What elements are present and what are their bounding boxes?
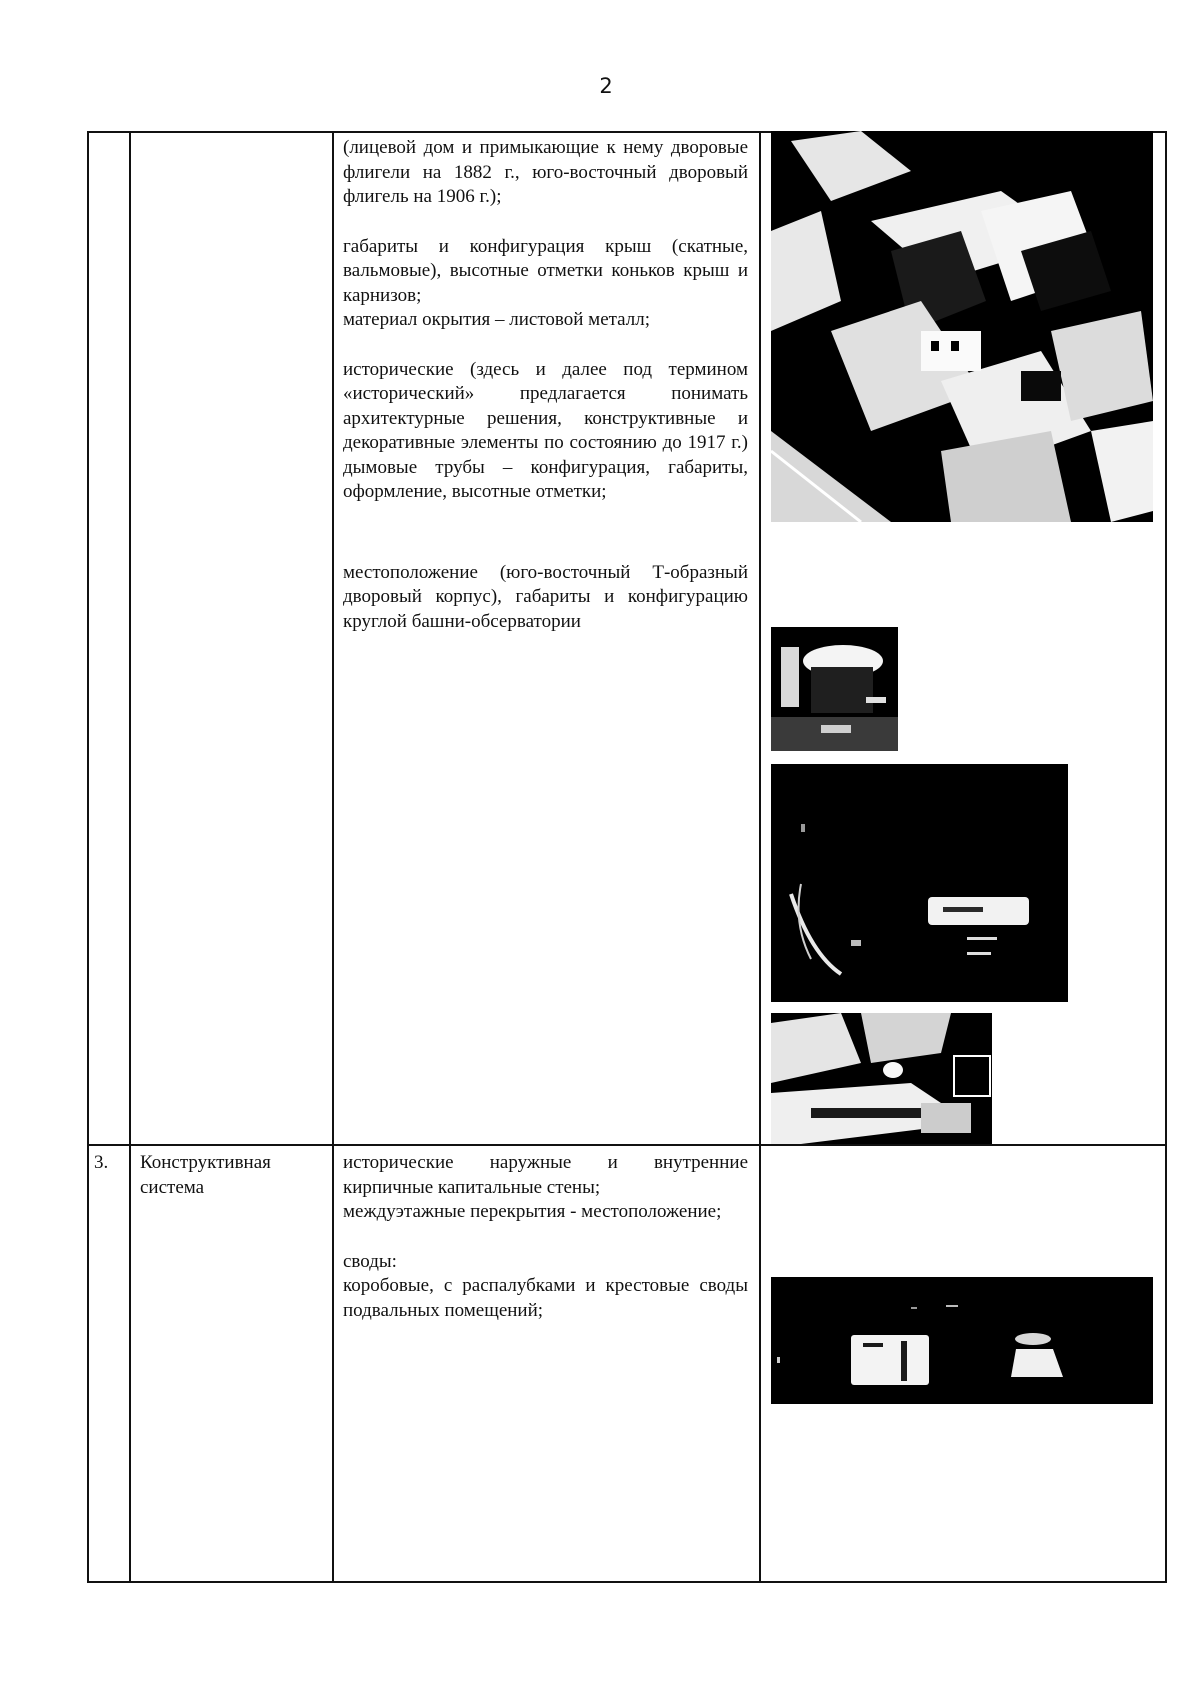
row-divider: [87, 1144, 1167, 1146]
aerial-photo-building: [771, 131, 1153, 522]
description-paragraph: коробовые, с распалубками и крестовые своды подвальных помещений;: [343, 1275, 748, 1321]
photo-observatory-tower-closeup: [771, 627, 898, 751]
photo-observatory-tower-view: [771, 764, 1068, 1002]
photo-observatory-tower-aerial: [771, 1013, 992, 1144]
column-divider-1: [129, 131, 131, 1583]
column-divider-3: [759, 131, 761, 1583]
protected-features-table: [87, 131, 1167, 1583]
feature-name: Конструктивная система: [140, 1152, 271, 1198]
description-paragraph: междуэтажные перекрытия - местоположение;: [343, 1201, 722, 1222]
table-border-left: [87, 131, 89, 1583]
description-paragraph: своды:: [343, 1250, 397, 1272]
table-border-right: [1165, 131, 1167, 1583]
description-cell-row-3: [343, 1151, 748, 1323]
description-paragraph: (лицевой дом и примыкающие к нему дворовые флигели на 1882 г., юго-восточный дворовый флигель на 1906 г.);: [343, 137, 748, 207]
row-number: 3.: [94, 1152, 109, 1173]
photo-basement-vaults: [771, 1277, 1153, 1404]
description-paragraph: местоположение (юго-восточный Т-образный дворовый корпус), габариты и конфигурацию круглой башни-обсерватории: [343, 561, 748, 632]
description-paragraph: материал окрытия – листовой металл;: [343, 309, 651, 330]
description-paragraph: исторические (здесь и далее под термином «исторический» предлагается понимать архитектурные решения, конструктивные и декоративные элементы по состоянию до 1917 г.) дымовые трубы – конфигурация, габариты, оформление, высотные отметки;: [343, 358, 748, 502]
column-divider-2: [332, 131, 334, 1583]
description-paragraph: исторические наружные и внутренние кирпичные капитальные стены;: [343, 1152, 748, 1198]
table-border-bottom: [87, 1581, 1167, 1583]
description-cell-continued: [343, 136, 748, 634]
description-paragraph: габариты и конфигурация крыш (скатные, вальмовые), высотные отметки коньков крыш и карнизов;: [343, 235, 748, 306]
page-number: 2: [599, 74, 613, 98]
